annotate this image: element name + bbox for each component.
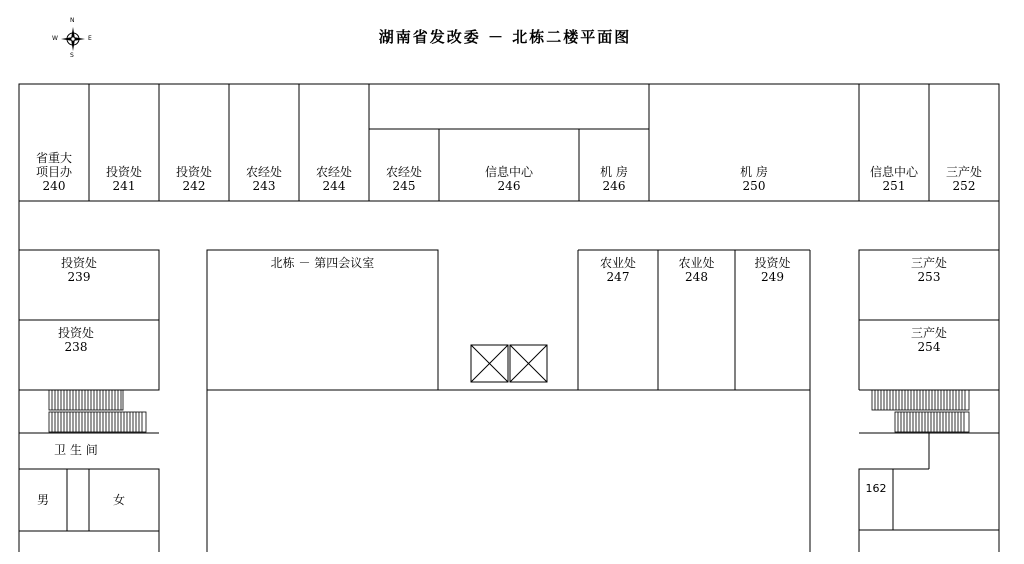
room-252-number: 252 xyxy=(952,179,976,193)
room-239[interactable] xyxy=(44,256,114,284)
room-254-number: 254 xyxy=(917,340,941,354)
room-249-name: 投资处 xyxy=(754,256,791,270)
room-240-number: 240 xyxy=(42,179,66,193)
room-249-number: 249 xyxy=(761,270,784,284)
meeting-room-name: 北栋 － 第四会议室 xyxy=(270,256,375,270)
room-252[interactable] xyxy=(929,165,999,193)
room-246-info[interactable] xyxy=(439,165,579,193)
room-248-name: 农业处 xyxy=(678,256,715,270)
room-244-number: 244 xyxy=(322,179,346,193)
room-242[interactable] xyxy=(159,165,229,193)
room-244-name: 农经处 xyxy=(315,165,352,179)
room-247[interactable] xyxy=(578,256,658,284)
room-243[interactable] xyxy=(229,165,299,193)
room-240[interactable] xyxy=(19,151,89,193)
restroom[interactable] xyxy=(36,443,116,457)
room-243-name: 农经处 xyxy=(245,165,282,179)
stairs-left-icon xyxy=(49,390,146,432)
room-162-number: 162 xyxy=(865,482,887,495)
room-246-server-number: 246 xyxy=(602,179,626,193)
room-250[interactable] xyxy=(649,165,859,193)
room-247-name: 农业处 xyxy=(599,256,636,270)
room-253[interactable] xyxy=(859,256,999,284)
room-247-number: 247 xyxy=(606,270,630,284)
room-245-number: 245 xyxy=(392,179,416,193)
room-238-number: 238 xyxy=(64,340,88,354)
room-246-info-name: 信息中心 xyxy=(484,165,533,179)
room-249[interactable] xyxy=(735,256,810,284)
room-240-name: 省重大 项目办 xyxy=(35,151,72,179)
room-241[interactable] xyxy=(89,165,159,193)
room-242-number: 242 xyxy=(182,179,206,193)
room-242-name: 投资处 xyxy=(175,165,212,179)
room-241-name: 投资处 xyxy=(105,165,142,179)
room-162[interactable] xyxy=(859,482,893,496)
plan-title: 湖南省发改委 － 北栋二楼平面图 xyxy=(378,28,632,46)
room-238-name: 投资处 xyxy=(57,326,94,340)
restroom-male[interactable] xyxy=(19,493,67,507)
room-241-number: 241 xyxy=(112,179,136,193)
compass-n: N xyxy=(70,17,75,24)
room-243-number: 243 xyxy=(252,179,276,193)
room-250-number: 250 xyxy=(742,179,766,193)
room-245-name: 农经处 xyxy=(385,165,422,179)
room-254-name: 三产处 xyxy=(910,326,947,340)
elevator-icon xyxy=(471,345,547,382)
walls xyxy=(19,84,999,552)
room-251[interactable] xyxy=(859,165,929,193)
restroom-female-label: 女 xyxy=(112,493,125,507)
room-248[interactable] xyxy=(658,256,735,284)
compass-s: S xyxy=(70,52,74,59)
restroom-female[interactable] xyxy=(89,493,149,507)
room-244[interactable] xyxy=(299,165,369,193)
room-253-name: 三产处 xyxy=(910,256,947,270)
room-252-name: 三产处 xyxy=(945,165,982,179)
compass-w: W xyxy=(52,35,58,42)
room-239-name: 投资处 xyxy=(60,256,97,270)
compass-e: E xyxy=(88,35,92,42)
restroom-male-label: 男 xyxy=(36,493,49,507)
room-254[interactable] xyxy=(859,326,999,354)
room-251-number: 251 xyxy=(882,179,906,193)
room-246-server-name: 机 房 xyxy=(600,165,628,179)
room-239-number: 239 xyxy=(67,270,91,284)
room-251-name: 信息中心 xyxy=(869,165,918,179)
restroom-label: 卫 生 间 xyxy=(54,443,98,457)
room-253-number: 253 xyxy=(917,270,941,284)
room-246-server[interactable] xyxy=(579,165,649,193)
room-245[interactable] xyxy=(369,165,439,193)
room-248-number: 248 xyxy=(685,270,708,284)
room-238[interactable] xyxy=(41,326,111,354)
meeting-room[interactable] xyxy=(207,256,438,270)
room-246-info-number: 246 xyxy=(497,179,521,193)
stairs-right-icon xyxy=(872,390,969,432)
room-250-name: 机 房 xyxy=(740,165,768,179)
